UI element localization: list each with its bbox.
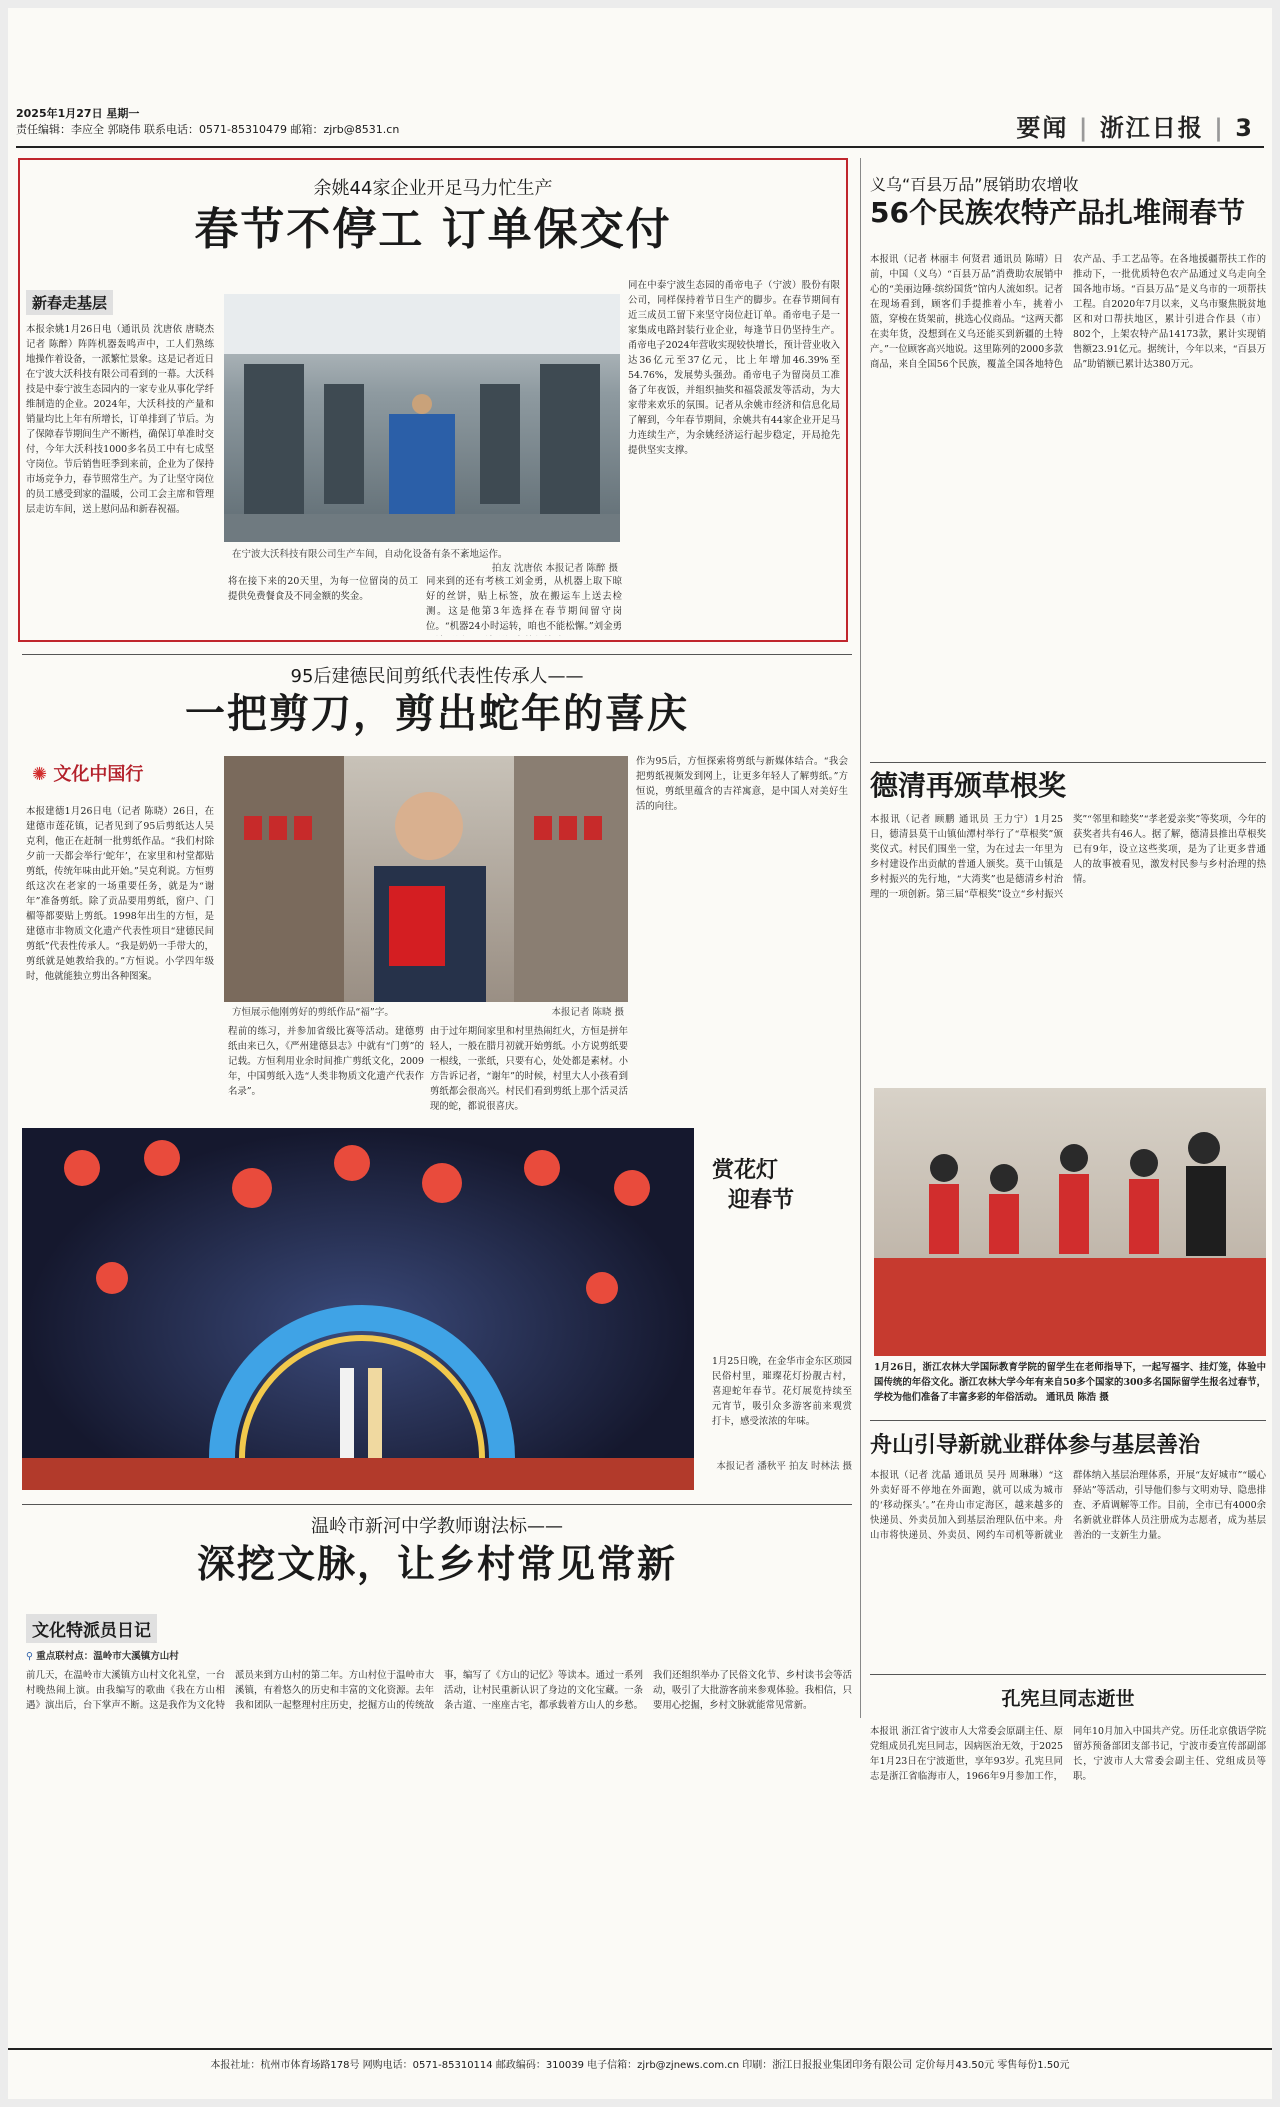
papercut-photo-graphic bbox=[224, 756, 628, 1002]
footer-text: 本报社址：杭州市体育场路178号 网购电话：0571-85310114 邮政编码：310039 电子信箱：zjrb@zjnews.com.cn 印刷：浙江日报报业集团印务有限公司 定价每月43.50元 零售每份1.50元 bbox=[210, 2060, 1070, 2071]
divider-story3 bbox=[22, 654, 852, 655]
column-tag-culture bbox=[32, 760, 192, 800]
lantern-story-title bbox=[712, 1156, 852, 1216]
divider-story5 bbox=[870, 762, 1266, 763]
story-jiande-body-left: 本报建德1月26日电（记者 陈晓）26日，在建德市莲花镇，记者见到了95后剪纸达人吴克利，他正在赶制一批剪纸作品。“我们村除夕前一天都会举行‘蛇年’，在家里和村堂都贴剪纸，传统年味由此开始。”吴克利说。方恒剪纸这次在老家的一场重要任务，就是为“谢年”准备剪纸。除了贡品要用剪纸，窗户、门楣等都要贴上剪纸。1998年出生的方恒，是建德市非物质文化遗产代表性项目“建德民间剪纸”代表性传承人。“我是奶奶一手带大的，剪纸就是她教给我的。”方恒说。小学四年级时，他就能独立剪出各种图案。 bbox=[26, 806, 214, 982]
lantern-photo bbox=[22, 1128, 694, 1490]
story-wenling bbox=[22, 1512, 852, 1590]
story-jiande-subtitle: 95后建德民间剪纸代表性传承人—— bbox=[290, 666, 584, 687]
issue-date: 2025年1月27日 星期一 bbox=[16, 107, 140, 120]
story-yuyao-subtitle: 余姚44家企业开足马力忙生产 bbox=[313, 178, 553, 199]
column-tag-label: 新春走基层 bbox=[26, 290, 113, 315]
diary-location bbox=[26, 1648, 216, 1662]
story-yuyao-title: 春节不停工 订单保交付 bbox=[194, 204, 672, 255]
story-yuyao-body-left: 本报余姚1月26日电（通讯员 沈唐依 唐晓杰 记者 陈醉）阵阵机器轰鸣声中，工人们熟练地操作着设备，一派繁忙景象。这是记者近日在宁波大沃科技有限公司看到的一幕。大沃科技是中泰宁波生态园内的一家专业从事化学纤维制造的企业。2024年，大沃科技的产量和销量均比上年有所增长，订单排到了节后。为了保障春节期间生产不断档，确保订单准时交付，今年大沃科技1000多名员工中有七成坚守岗位。节后销售旺季到来前，企业为了保持市场竞争力，春节照常生产。为了让坚守岗位的员工感受到家的温暖，公司工会主席和管理层走访车间，送上慰问品和新春祝福。 bbox=[26, 324, 214, 515]
factory-caption-credit: 拍友 沈唐依 本报记者 陈醉 摄 bbox=[491, 563, 618, 574]
story-obituary-title: 孔宪旦同志逝世 bbox=[1001, 1688, 1135, 1710]
newspaper-page bbox=[8, 8, 1272, 2099]
factory-caption-text: 在宁波大沃科技有限公司生产车间，自动化设备有条不紊地运作。 bbox=[232, 549, 508, 560]
divider-story7 bbox=[870, 1420, 1266, 1421]
students-photo-graphic bbox=[874, 1088, 1266, 1356]
divider-story6 bbox=[22, 1504, 852, 1505]
factory-photo-caption bbox=[232, 546, 618, 574]
lantern-credit: 本报记者 潘秋平 拍友 时林法 摄 bbox=[716, 1461, 852, 1472]
story-jiande-title: 一把剪刀，剪出蛇年的喜庆 bbox=[185, 691, 689, 737]
lantern-icon: ✺ bbox=[32, 764, 48, 785]
story-wenling-subtitle: 温岭市新河中学教师谢法标—— bbox=[311, 1516, 563, 1537]
lantern-title-line2: 迎春节 bbox=[728, 1188, 795, 1213]
column-tag-diary bbox=[26, 1614, 157, 1643]
story-yuyao-body-mid2: 同来到的还有考核工刘金勇，从机器上取下晾好的丝饼，贴上标签，放在搬运车上送去检测。这是他第3年选择在春节期间留守岗位。“机器24小时运转，咱也不能松懈。”刘金勇 bbox=[426, 576, 622, 632]
papercut-caption-credit: 本报记者 陈晓 摄 bbox=[551, 1007, 624, 1018]
masthead-info bbox=[16, 106, 399, 138]
story-wenling-body: 前几天，在温岭市大溪镇方山村文化礼堂，一台村晚热闹上演。由我编写的歌曲《我在方山相遇》演出后，台下掌声不断。这是我作为文化特派员来到方山村的第二年。方山村位于温岭市大溪镇，有着悠久的历史和丰富的文化资源。去年我和团队一起整理村庄历史，挖掘方山的传统故事，编写了《方山的记忆》等读本。通过一系列活动，让村民重新认识了身边的文化宝藏。一条条古道、一座座古宅，都承载着方山人的乡愁。我们还组织举办了民俗文化节、乡村读书会等活动，吸引了大批游客前来参观体验。我相信，只要用心挖掘，乡村文脉就能常见常新。 bbox=[26, 1670, 852, 1711]
students-caption-text: 1月26日，浙江农林大学国际教育学院的留学生在老师指导下，一起写福字、挂灯笼，体验中国传统的年俗文化。浙江农林大学今年有来自50多个国家的300多名国际留学生报名过春节，学校为他们准备了丰富多彩的年俗活动。 bbox=[874, 1362, 1266, 1403]
column-tag-diary-label: 文化特派员日记 bbox=[26, 1614, 157, 1643]
story-yuyao-body-mid: 将在接下来的20天里，为每一位留岗的员工提供免费餐食及不同金额的奖金。 bbox=[228, 576, 418, 602]
story-yuyao bbox=[22, 174, 844, 256]
page-number: 3 bbox=[1235, 114, 1254, 142]
story-jiande bbox=[22, 662, 852, 740]
students-photo-caption bbox=[874, 1360, 1266, 1416]
story-jiande-body-mid2: 由于过年期间家里和村里热闹红火，方恒是拼年轻人，一般在腊月初就开始剪纸。小方说剪纸要一根线，一张纸，只要有心，处处都是素材。小方告诉记者，“谢年”的时候，村里大人小孩看到剪纸都会很高兴。村民们看到剪纸上那个活灵活现的蛇，都说很喜庆。 bbox=[430, 1026, 628, 1112]
papercut-photo bbox=[224, 756, 628, 1002]
story-obituary-body: 本报讯 浙江省宁波市人大常委会原副主任、原党组成员孔宪旦同志，因病医治无效，于2025年1月23日在宁波逝世，享年93岁。孔宪旦同志是浙江省临海市人，1966年9月参加工作，同年10月加入中国共产党。历任北京俄语学院留苏预备部团支部书记，宁波市委宣传部副部长，宁波市人大常委会副主任、党组成员等职。 bbox=[870, 1726, 1266, 1782]
column-tag-culture-label: 文化中国行 bbox=[53, 764, 144, 785]
page-header: 要闻 | 浙江日报 | 3 bbox=[1016, 113, 1254, 142]
story-jiande-body-right: 作为95后，方恒探索将剪纸与新媒体结合。“我会把剪纸视频发到网上，让更多年轻人了解剪纸。”方恒说，剪纸里蕴含的吉祥寓意，是中国人对美好生活的向往。 bbox=[636, 756, 848, 812]
story-wenling-title: 深挖文脉，让乡村常见常新 bbox=[196, 1542, 677, 1586]
lantern-title-line1: 赏花灯 bbox=[712, 1158, 779, 1183]
lantern-photo-graphic bbox=[22, 1128, 694, 1490]
factory-photo-graphic bbox=[224, 294, 620, 542]
section-name: 要闻 bbox=[1016, 114, 1069, 142]
story-yiwu-subtitle: 义乌“百县万品”展销助农增收 bbox=[870, 175, 1079, 194]
factory-photo bbox=[224, 294, 620, 542]
diary-location-text: 重点联村点：温岭市大溪镇方山村 bbox=[36, 1651, 179, 1662]
papercut-caption-text: 方恒展示他刚剪好的剪纸作品“福”字。 bbox=[232, 1007, 394, 1018]
papercut-photo-caption bbox=[232, 1004, 624, 1018]
students-caption-credit: 通讯员 陈浩 摄 bbox=[1046, 1392, 1109, 1403]
story-yiwu-title: 56个民族农特产品扎堆闹春节 bbox=[870, 196, 1245, 229]
story-yiwu-body: 本报讯（记者 林丽丰 何贤君 通讯员 陈晴）日前，中国（义乌）“百县万品”消费助农展销中心的“美丽边陲·缤纷国货”馆内人流如织。记者在现场看到，顾客们手提推着小车，挑着小篮，穿梭在货架前，挑选心仪商品。“这两天都在卖年货，没想到在义乌还能买到新疆的土特产。”一位顾客高兴地说。这里陈列的2000多款商品，来自全国56个民族，覆盖全国各地特色农产品、手工艺品等。在各地援疆帮扶工作的推动下，一批优质特色农产品通过义乌走向全国各地市场。“百县万品”是义乌市的一项帮扶工程。自2020年7月以来，义乌市聚焦脱贫地区和对口帮扶地区，累计引进合作县（市）802个，上架农特产品14173款，累计实现销售额23.91亿元。据统计，今年以来，“百县万品”助销额已累计达380万元。 bbox=[870, 254, 1266, 370]
column-tag-new-spring bbox=[26, 290, 113, 315]
editor-line: 责任编辑：李应全 郭晓伟 联系电话：0571-85310479 邮箱：zjrb@8531.cn bbox=[16, 123, 400, 136]
lantern-caption: 1月25日晚，在金华市金东区琐园民俗村里，璀璨花灯扮靓古村，喜迎蛇年春节。花灯展览持续至元宵节，吸引众多游客前来观赏打卡，感受浓浓的年味。 bbox=[712, 1356, 852, 1427]
story-yiwu bbox=[870, 172, 1266, 231]
story-zhoushan-title: 舟山引导新就业群体参与基层善治 bbox=[870, 1433, 1201, 1458]
location-pin-icon: ⚲ bbox=[26, 1651, 33, 1662]
story-deqing-title: 德清再颁草根奖 bbox=[870, 769, 1067, 802]
story-zhoushan-body: 本报讯（记者 沈晶 通讯员 吴丹 周琳琳）“这外卖好哥不停地在外面跑，就可以成为城市的‘移动探头’。”在舟山市定海区，越来越多的快递员、外卖员加入到基层治理队伍中来。舟山市将快递员、外卖员、网约车司机等新就业群体纳入基层治理体系，开展“友好城市”“暖心驿站”等活动，引导他们参与文明劝导、隐患排查、矛盾调解等工作。目前，全市已有4000余名新就业群体人员注册成为志愿者，成为基层善治的一支新生力量。 bbox=[870, 1470, 1266, 1541]
story-jiande-body-mid: 程前的练习，并参加省级比赛等活动。建德剪纸由来已久，《严州建德县志》中就有“门剪”的记载。方恒利用业余时间推广剪纸文化，2009年，中国剪纸入选“人类非物质文化遗产代表作名录”。 bbox=[228, 1026, 424, 1097]
column-divider bbox=[860, 158, 861, 1718]
story-deqing-body: 本报讯（记者 顾鹏 通讯员 王力宁）1月25日，德清县莫干山镇仙潭村举行了“草根奖”颁奖仪式。村民们围坐一堂，为在过去一年里为乡村建设作出贡献的普通人颁奖。莫干山镇是乡村振兴的先行地，“大湾奖”也是德清乡村治理的一项创新。第三届“草根奖”设立“乡村振兴奖”“邻里和睦奖”“孝老爱亲奖”等奖项，今年的获奖者共有46人。据了解，德清县推出草根奖已有9年，设立这些奖项，是为了让更多普通人的故事被看见，激发村民参与乡村治理的热情。 bbox=[870, 814, 1266, 900]
page-footer bbox=[8, 2048, 1272, 2071]
story-yuyao-body-right: 同在中泰宁波生态园的甬帝电子（宁波）股份有限公司，同样保持着节日生产的脚步。在春节期间有近三成员工留下来坚守岗位赶订单。甬帝电子是一家集成电路封装行业企业，每逢节日仍坚持生产。甬帝电子2024年营收实现较快增长，预计营业收入达36亿元至37亿元，比上年增加46.39%至54.76%，发展势头强劲。甬帝电子为留岗员工准备了年夜饭，并组织抽奖和福袋派发等活动，为大家带来欢乐的氛围。记者从余姚市经济和信息化局了解到，今年春节期间，余姚共有44家企业开足马力连续生产，为余姚经济运行起步稳定，开局抢先提供坚实支撑。 bbox=[628, 280, 840, 456]
header-rule bbox=[16, 146, 1264, 148]
paper-name: 浙江日报 bbox=[1099, 113, 1204, 142]
students-photo bbox=[874, 1088, 1266, 1356]
divider-story8 bbox=[870, 1674, 1266, 1675]
